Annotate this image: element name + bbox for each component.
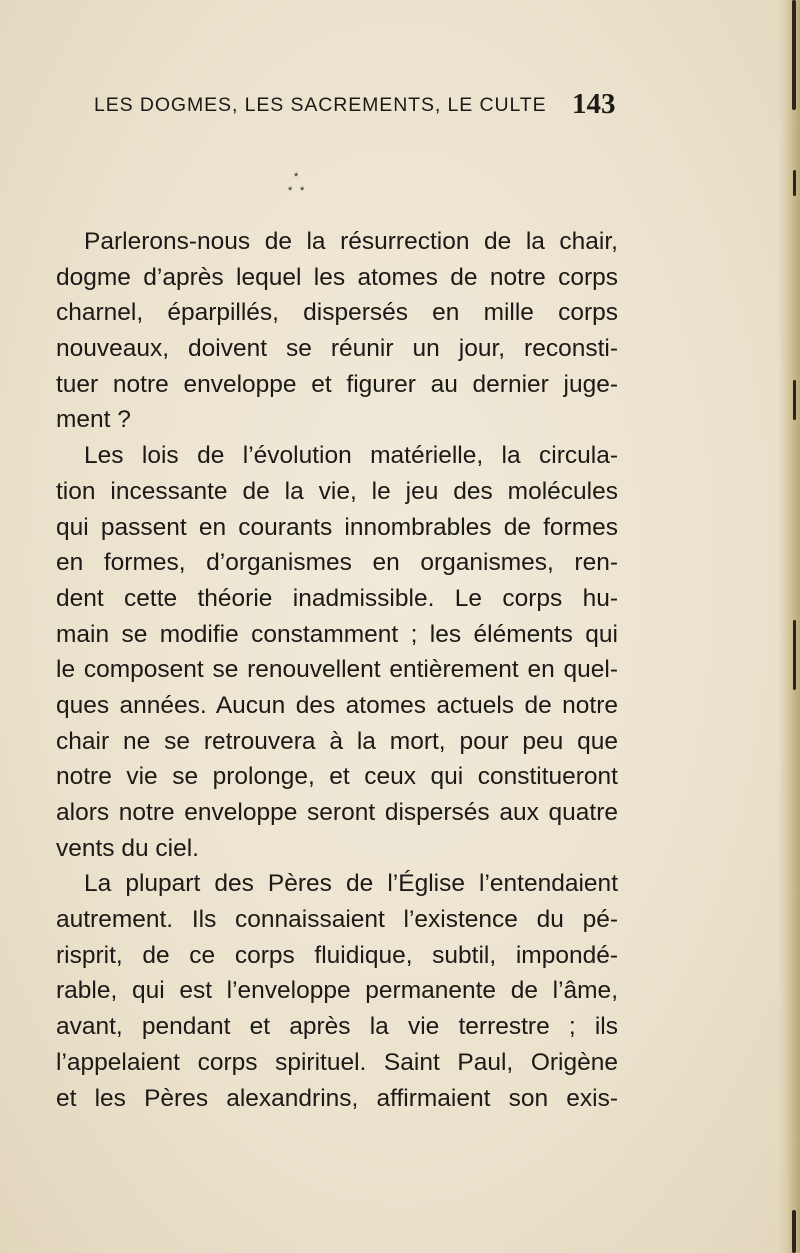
text-line: Les lois de l’évolution matérielle, la circula- — [84, 442, 618, 470]
edge-mark — [793, 170, 796, 196]
running-head — [94, 88, 624, 128]
edge-mark — [793, 380, 796, 420]
text-line: ques années. Aucun des atomes actuels de notre — [56, 691, 618, 719]
text-line: vents du ciel. — [56, 834, 199, 862]
edge-mark — [792, 1210, 796, 1253]
text-line: tion incessante de la vie, le jeu des molécules — [56, 477, 618, 505]
body-text — [56, 224, 618, 1116]
text-line: avant, pendant et après la vie terrestre ; ils — [56, 1013, 618, 1041]
text-line: qui passent en courants innombrables de formes — [56, 513, 618, 541]
text-line: le composent se renouvellent entièrement en quel- — [56, 656, 618, 684]
text-line: risprit, de ce corps fluidique, subtil, impondé- — [56, 941, 618, 969]
text-line: l’appelaient corps spirituel. Saint Paul, Origène — [56, 1048, 618, 1076]
text-line: ment ? — [56, 406, 131, 434]
text-line: notre vie se prolonge, et ceux qui constitueront — [56, 763, 618, 791]
edge-mark — [792, 0, 796, 110]
text-line: charnel, éparpillés, dispersés en mille corps — [56, 299, 618, 327]
text-line: tuer notre enveloppe et figurer au dernier juge- — [56, 370, 618, 398]
page-binding-edge — [778, 0, 800, 1253]
section-separator — [280, 172, 320, 212]
text-line: alors notre enveloppe seront dispersés aux quatre — [56, 799, 618, 826]
text-line: chair ne se retrouvera à la mort, pour peu que — [56, 727, 618, 755]
text-line: rable, qui est l’enveloppe permanente de l’âme, — [56, 977, 618, 1005]
separator-star: * — [288, 185, 293, 197]
text-line: La plupart des Pères de l’Église l’entendaient — [84, 870, 618, 898]
text-line: dent cette théorie inadmissible. Le corps hu- — [56, 584, 618, 612]
text-line: Parlerons-nous de la résurrection de la chair, — [84, 228, 618, 255]
text-line: et les Pères alexandrins, affirmaient son exis- — [56, 1084, 618, 1112]
text-line: main se modifie constamment ; les éléments qui — [56, 620, 618, 648]
edge-mark — [793, 620, 796, 690]
text-line: autrement. Ils connaissaient l’existence du pé- — [56, 906, 618, 934]
page-number: 143 — [572, 88, 616, 120]
running-title: LES DOGMES, LES SACREMENTS, LE CULTE — [94, 94, 547, 116]
text-line: en formes, d’organismes en organismes, ren- — [56, 549, 618, 577]
text-line: dogme d’après lequel les atomes de notre corps — [56, 263, 618, 291]
separator-star: * — [300, 185, 305, 197]
text-line: nouveaux, doivent se réunir un jour, reconsti- — [56, 335, 618, 363]
separator-star: * — [294, 171, 299, 183]
